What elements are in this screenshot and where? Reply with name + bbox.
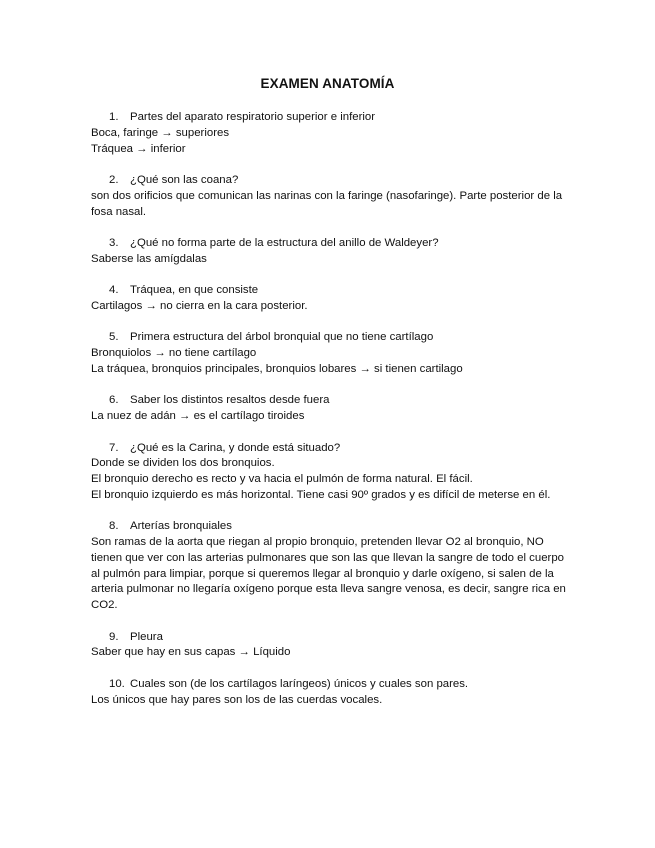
question-6 [91, 393, 569, 425]
question-2 [91, 173, 569, 220]
question-number: 4. [109, 284, 119, 297]
answer-line: Donde se dividen los dos bronquios. [91, 457, 275, 470]
question-8 [91, 519, 569, 614]
question-4 [91, 283, 569, 315]
answer-line: Tráquea → inferior [91, 142, 186, 155]
question-number: 5. [109, 331, 119, 344]
question-1 [91, 110, 569, 157]
question-number: 1. [109, 111, 119, 123]
question-list [91, 110, 569, 708]
question-10 [91, 677, 569, 709]
answer-line: Saberse las amígdalas [91, 252, 207, 265]
answer-paragraph: son dos orificios que comunican las narinas con la faringe (nasofaringe). Parte posterior de la fosa nasal. [91, 189, 563, 218]
question-number: 8. [109, 520, 119, 533]
answer-line: Saber que hay en sus capas → Líquido [91, 646, 291, 659]
question-number: 10. [109, 677, 125, 690]
question-text: Pleura [130, 630, 163, 643]
answer-line: Boca, faringe → superiores [91, 126, 230, 139]
question-number: 3. [109, 236, 119, 249]
answer-line: El bronquio izquierdo es más horizontal. Tiene casi 90º grados y es difícil de meterse en él. [91, 488, 551, 501]
answer-paragraph: Son ramas de la aorta que riegan al propio bronquio, pretenden llevar O2 al bronquio, NO tienen que ver con las arterias pulmonares que son las que llevan la sangre de todo el cuerpo al pulmón para limpiar, porque si queremos llegar al bronquio y darle oxígeno, si salen de la arteria pulmonar no llegaría oxígeno porque esta lleva sangre venosa, es decir, sangre rica en CO2. [91, 536, 566, 612]
answer-line: El bronquio derecho es recto y va hacia el pulmón de forma natural. El fácil. [91, 473, 473, 486]
question-9 [91, 630, 569, 662]
question-text: ¿Qué es la Carina, y donde está situado? [130, 441, 341, 454]
question-7 [91, 441, 569, 504]
question-text: ¿Qué no forma parte de la estructura del anillo de Waldeyer? [130, 236, 439, 249]
answer-line: La tráquea, bronquios principales, bronquios lobares → si tienen cartilago [91, 362, 463, 375]
answer-line: Los únicos que hay pares son los de las cuerdas vocales. [91, 693, 383, 706]
question-text: Tráquea, en que consiste [130, 284, 259, 297]
question-text: Saber los distintos resaltos desde fuera [130, 394, 330, 407]
question-5 [91, 330, 569, 377]
question-text: Primera estructura del árbol bronquial que no tiene cartílago [130, 331, 434, 344]
answer-line: Cartilagos → no cierra en la cara posterior. [91, 299, 308, 312]
question-number: 6. [109, 394, 119, 407]
question-number: 7. [109, 441, 119, 454]
answer-line: La nuez de adán → es el cartílago tiroides [91, 410, 305, 423]
question-3 [91, 236, 569, 268]
page-title: EXAMEN ANATOMÍA [260, 76, 395, 91]
question-text: ¿Qué son las coana? [130, 173, 239, 186]
question-text: Partes del aparato respiratorio superior e inferior [130, 111, 376, 123]
question-text: Cuales son (de los cartílagos laríngeos) únicos y cuales son pares. [130, 677, 469, 690]
question-number: 9. [109, 630, 119, 643]
question-text: Arterías bronquiales [130, 520, 232, 533]
question-number: 2. [109, 173, 119, 186]
answer-line: Bronquiolos → no tiene cartílago [91, 347, 257, 360]
